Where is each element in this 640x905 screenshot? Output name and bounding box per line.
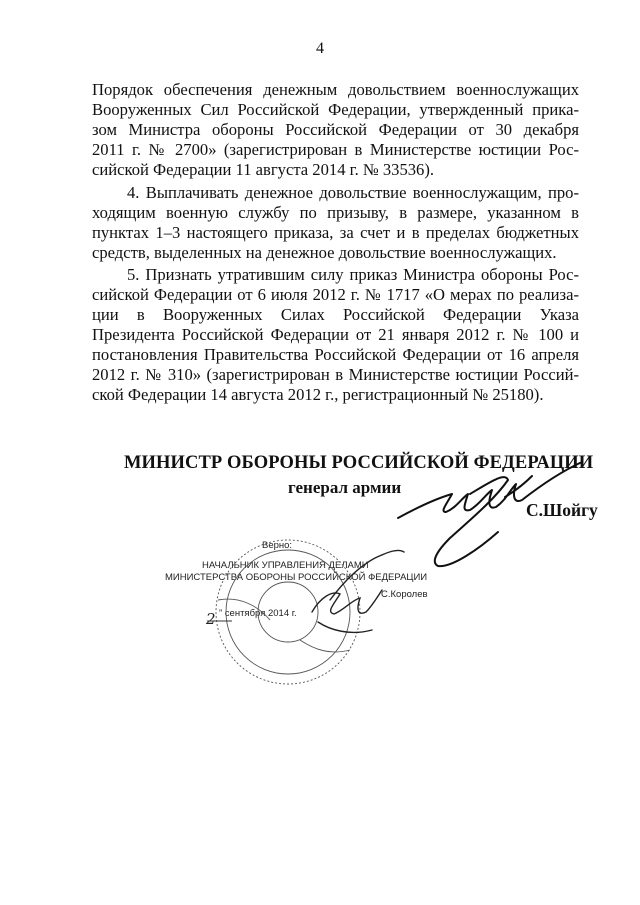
body-line: пунктах 1–3 настоящего приказа, за счет и в пределах бюджетных (92, 223, 579, 242)
body-line: ходящим военную службу по призыву, в размере, указанном в (92, 203, 579, 222)
verno-label: Верно: (262, 540, 293, 551)
body-line: 2012 г. № 310» (зарегистрирован в Министерстве юстиции Россий- (92, 365, 579, 384)
body-line: ции в Вооруженных Силах Российской Федерации Указа (92, 305, 579, 324)
certification-date: ” сентября 2014 г. (219, 608, 297, 619)
minister-name: С.Шойгу (526, 500, 598, 520)
body-line: средств, выделенных на денежное довольствие военнослужащих. (92, 243, 557, 262)
body-line: 5. Признать утратившим силу приказ Министра обороны Рос- (127, 265, 579, 284)
certification-day: 2 (206, 610, 216, 628)
position-line-1: НАЧАЛЬНИК УПРАВЛЕНИЯ ДЕЛАМИ (202, 560, 369, 571)
minister-rank: генерал армии (288, 478, 402, 497)
body-line: 4. Выплачивать денежное довольствие военнослужащим, про- (127, 183, 579, 202)
body-line: ской Федерации 14 августа 2012 г., регистрационный № 25180). (92, 385, 544, 404)
body-line: сийской Федерации от 6 июля 2012 г. № 1717 «О мерах по реализа- (92, 285, 579, 304)
body-line: Президента Российской Федерации от 21 января 2012 г. № 100 и (92, 325, 579, 344)
body-line: постановления Правительства Российской Федерации от 16 апреля (92, 345, 579, 364)
body-line: зом Министра обороны Российской Федерации от 30 декабря (92, 120, 579, 139)
certifier-name: С.Королев (381, 589, 428, 600)
minister-title: МИНИСТР ОБОРОНЫ РОССИЙСКОЙ ФЕДЕРАЦИИ (124, 453, 594, 473)
body-line: сийской Федерации 11 августа 2014 г. № 33536). (92, 160, 435, 179)
body-line: Вооруженных Сил Российской Федерации, утвержденный прика- (92, 100, 579, 119)
page-number: 4 (316, 40, 324, 57)
body-line: 2011 г. № 2700» (зарегистрирован в Министерстве юстиции Рос- (92, 140, 579, 159)
position-line-2: МИНИСТЕРСТВА ОБОРОНЫ РОССИЙСКОЙ ФЕДЕРАЦИИ (165, 572, 428, 583)
body-line: Порядок обеспечения денежным довольствием военнослужащих (92, 80, 579, 99)
